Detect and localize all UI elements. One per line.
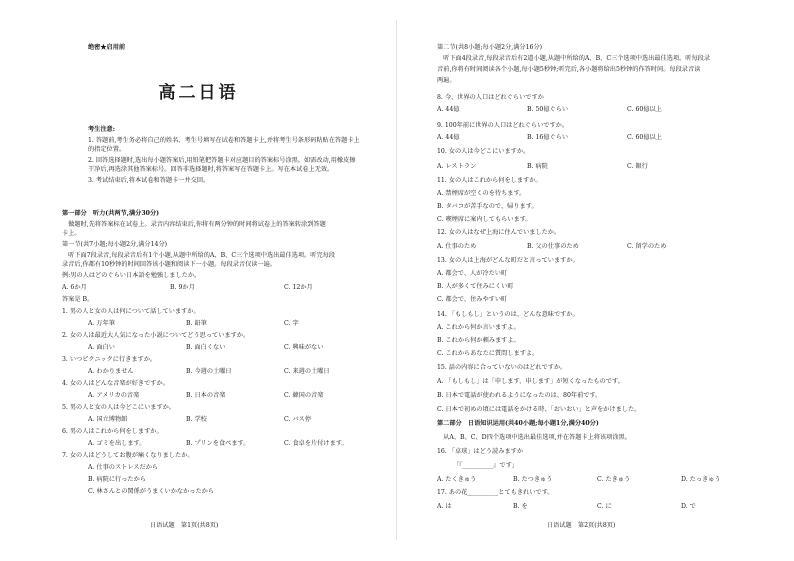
example-question: 例:男の人はどのぐらい日本語を勉強しましたか。 [62, 272, 201, 279]
page-footer: 日语试题 第2页(共8页) [547, 522, 616, 529]
question-16-blank: 「『__________』です」 [453, 462, 518, 469]
question-9: 9. 100年前に世界の人口はどれぐらいですか。 [437, 122, 569, 129]
option-a: A. 万年筆 [88, 320, 115, 327]
question-14: 14. 「もしもし」というのは、どんな意味ですか。 [437, 311, 579, 318]
option-c: C. に [597, 503, 612, 510]
question-3: 3. いつピクニックに行きますか。 [62, 356, 157, 363]
option-a: A. 禁煙席が空くのを待ちます。 [437, 190, 526, 197]
option-b: B. 面白くない [186, 344, 226, 351]
part1-intro: 卡上。 [62, 230, 81, 237]
option-c: C. 12か月 [284, 284, 313, 291]
secret-mark: 绝密★启用前 [88, 44, 126, 51]
notice-line: 2. 回答选择题时,选出每小题答案后,用铅笔把答题卡对应题目的答案标号涂黑。如需改动,用橡皮擦 [88, 157, 356, 164]
example-answer: 答案是 B。 [62, 296, 94, 303]
option-c: C. バス停 [284, 416, 312, 423]
option-a: A. 国立博物館 [88, 416, 128, 423]
question-2: 2. 女の人は最近大人気になった小説についてどう思っていますか。 [62, 332, 250, 339]
option-a: A. 仕事のストレスだから [88, 464, 159, 471]
option-c: C. 留学のため [627, 243, 667, 250]
option-b: B. 鉛筆 [186, 320, 207, 327]
option-c: C. 日本で初めの頃には電話をかける時、「おいおい」と声をかけました。 [437, 406, 641, 413]
notice-line: 的指定位置。 [88, 146, 126, 153]
question-10: 10. 女の人は今どこにいますか。 [437, 148, 530, 155]
part1-intro: 做题时,先将答案标在试卷上。录音内容结束后,你将有两分钟的时间将试卷上的答案转涂到答题 [62, 221, 326, 228]
question-15: 15. 話の内容に合っていないのはどれですか。 [437, 364, 567, 371]
section1-intro: 听下面7段录音,每段录音后有1个小题,从题中所给的A、B、C三个选项中选出最佳选项。听完每段 [62, 252, 336, 259]
option-a: A. 都会で、人が冷たい町 [437, 270, 508, 277]
option-c: C. 興味がない [284, 344, 324, 351]
question-1: 1. 男の人と女の人は何について話していますか。 [62, 308, 200, 315]
section1-heading: 第一节(共7小题;每小题2分,满分14分) [62, 241, 168, 248]
section2-intro: 两遍。 [437, 77, 456, 84]
option-a: A. 6か月 [62, 284, 87, 291]
notice-line: 3. 考试结束后,将本试卷和答题卡一并交回。 [88, 177, 210, 184]
question-7: 7. 女の人はどうしてお腹が痛くなりましたか。 [62, 452, 194, 459]
option-b: B. これから何か頼みますよ。 [437, 337, 520, 344]
option-c: C. 来週の土曜日 [284, 368, 330, 375]
option-a: A. 仕事のため [437, 243, 477, 250]
option-a: A. 44億 [437, 134, 460, 141]
part2-heading: 第二部分 日语知识运用(共40小题;每小题1分,满分40分) [437, 420, 599, 427]
option-c: C. 字 [284, 320, 299, 327]
section2-intro: 听下面4段录音,每段录音后有2道小题,从题中所给的A、B、C三个选项中选出最佳选项。听每段录 [437, 55, 711, 62]
option-c: C. 都会で、住みやすい町 [437, 296, 508, 303]
notice-heading: 考生注意: [88, 126, 116, 133]
option-b: B. を [513, 503, 528, 510]
option-b: B. 日本で電話が使われるようになったのは、80年前です。 [437, 392, 602, 399]
option-a: A. は [437, 503, 452, 510]
option-c: C. 喫煙席に案内してもらいます。 [437, 216, 532, 223]
question-4: 4. 女の人はどんな音楽が好きですか。 [62, 380, 169, 387]
option-a: A. 44億 [437, 106, 460, 113]
option-b: B. 学校 [186, 416, 207, 423]
option-c: C. 60億以上 [627, 134, 662, 141]
option-b: B. プリンを食べます。 [186, 440, 250, 447]
question-16: 16. 「卓球」はどう読みますか [437, 448, 524, 455]
option-b: B. たつきゅう [513, 476, 553, 483]
option-c: C. たきゅう [597, 476, 631, 483]
section2-intro: 音前,你将有时间阅读各个小题,每小题5秒钟;听完后,各小题将给出5秒钟的作答时间。每段录音读 [437, 66, 701, 73]
option-b: B. 日本の音楽 [186, 392, 226, 399]
option-b: B. 9か月 [170, 284, 195, 291]
section1-intro: 录音后,你都有10秒钟的时间回答该小题和阅读下一小题。每段录音仅读一遍。 [62, 261, 277, 268]
option-d: D. たっきゅう [681, 476, 721, 483]
option-a: A. わかりません [88, 368, 134, 375]
page-footer: 日语试题 第1页(共8页) [150, 522, 219, 529]
option-b: B. 病院に行ったから [88, 476, 146, 483]
option-c: C. 銀行 [627, 163, 648, 170]
option-c: C. 食卓を片付けます。 [284, 440, 348, 447]
question-17: 17. あの花__________とてもきれいです。 [437, 489, 554, 496]
question-6: 6. 男の人はこれから何をしますか。 [62, 428, 163, 435]
option-a: A. 「もしもし」は「申します、申します」が短くなったものです。 [437, 378, 624, 385]
option-a: A. ゴミを出します。 [88, 440, 146, 447]
option-a: A. 面白い [88, 344, 115, 351]
option-b: B. 16億ぐらい [527, 134, 569, 141]
option-b: B. 50億ぐらい [527, 106, 569, 113]
option-b: B. 今週の土曜日 [186, 368, 232, 375]
option-b: B. タバコが苦手なので、帰ります。 [437, 203, 538, 210]
option-b: B. 病院 [527, 163, 548, 170]
section2-heading: 第二节(共8小题;每小题2分,满分16分) [437, 44, 543, 51]
option-a: A. アメリカの音楽 [88, 392, 140, 399]
option-b: B. 人が多くて住みにくい町 [437, 283, 514, 290]
option-c: C. 韓国の音楽 [284, 392, 324, 399]
page-title: 高二日语 [158, 83, 239, 103]
option-a: A. レストラン [437, 163, 477, 170]
option-a: A. これから何か言いますよ。 [437, 324, 520, 331]
notice-line: 干净后,再选涂其他答案标号。回答非选择题时,将答案写在答题卡上。写在本试卷上无效。 [88, 166, 334, 173]
part1-heading: 第一部分 听力(共两节,满分30分) [62, 210, 160, 217]
option-c: C. 60億以上 [627, 106, 662, 113]
question-11: 11. 女の人はこれから何をしますか。 [437, 177, 542, 184]
option-a: A. たくきゅう [437, 476, 477, 483]
option-b: B. 父の仕事のため [527, 243, 579, 250]
question-12: 12. 女の人はなぜ上海に住んでいましたか。 [437, 229, 561, 236]
part2-intro: 从A、B、C、D四个选项中选出最佳选项,并在答题卡上将该项涂黑。 [437, 434, 631, 441]
question-8: 8. 今、世界の人口はどれぐらいですか [437, 94, 544, 101]
option-c: C. 林さんとの関係がうまくいかなかったから [88, 488, 215, 495]
question-13: 13. 女の人は上海がどんな町だと言っていますか。 [437, 257, 579, 264]
exam-page-2 [397, 0, 794, 561]
notice-line: 1. 答题前,考生务必将自己的姓名、考生号填写在试卷和答题卡上,并将考生号条形码粘贴在答题卡上 [88, 137, 360, 144]
option-d: D. で [681, 503, 696, 510]
option-c: C. これからあなたに質問しますよ。 [437, 350, 539, 357]
question-5: 5. 男の人と女の人は今どこにいますか。 [62, 404, 176, 411]
